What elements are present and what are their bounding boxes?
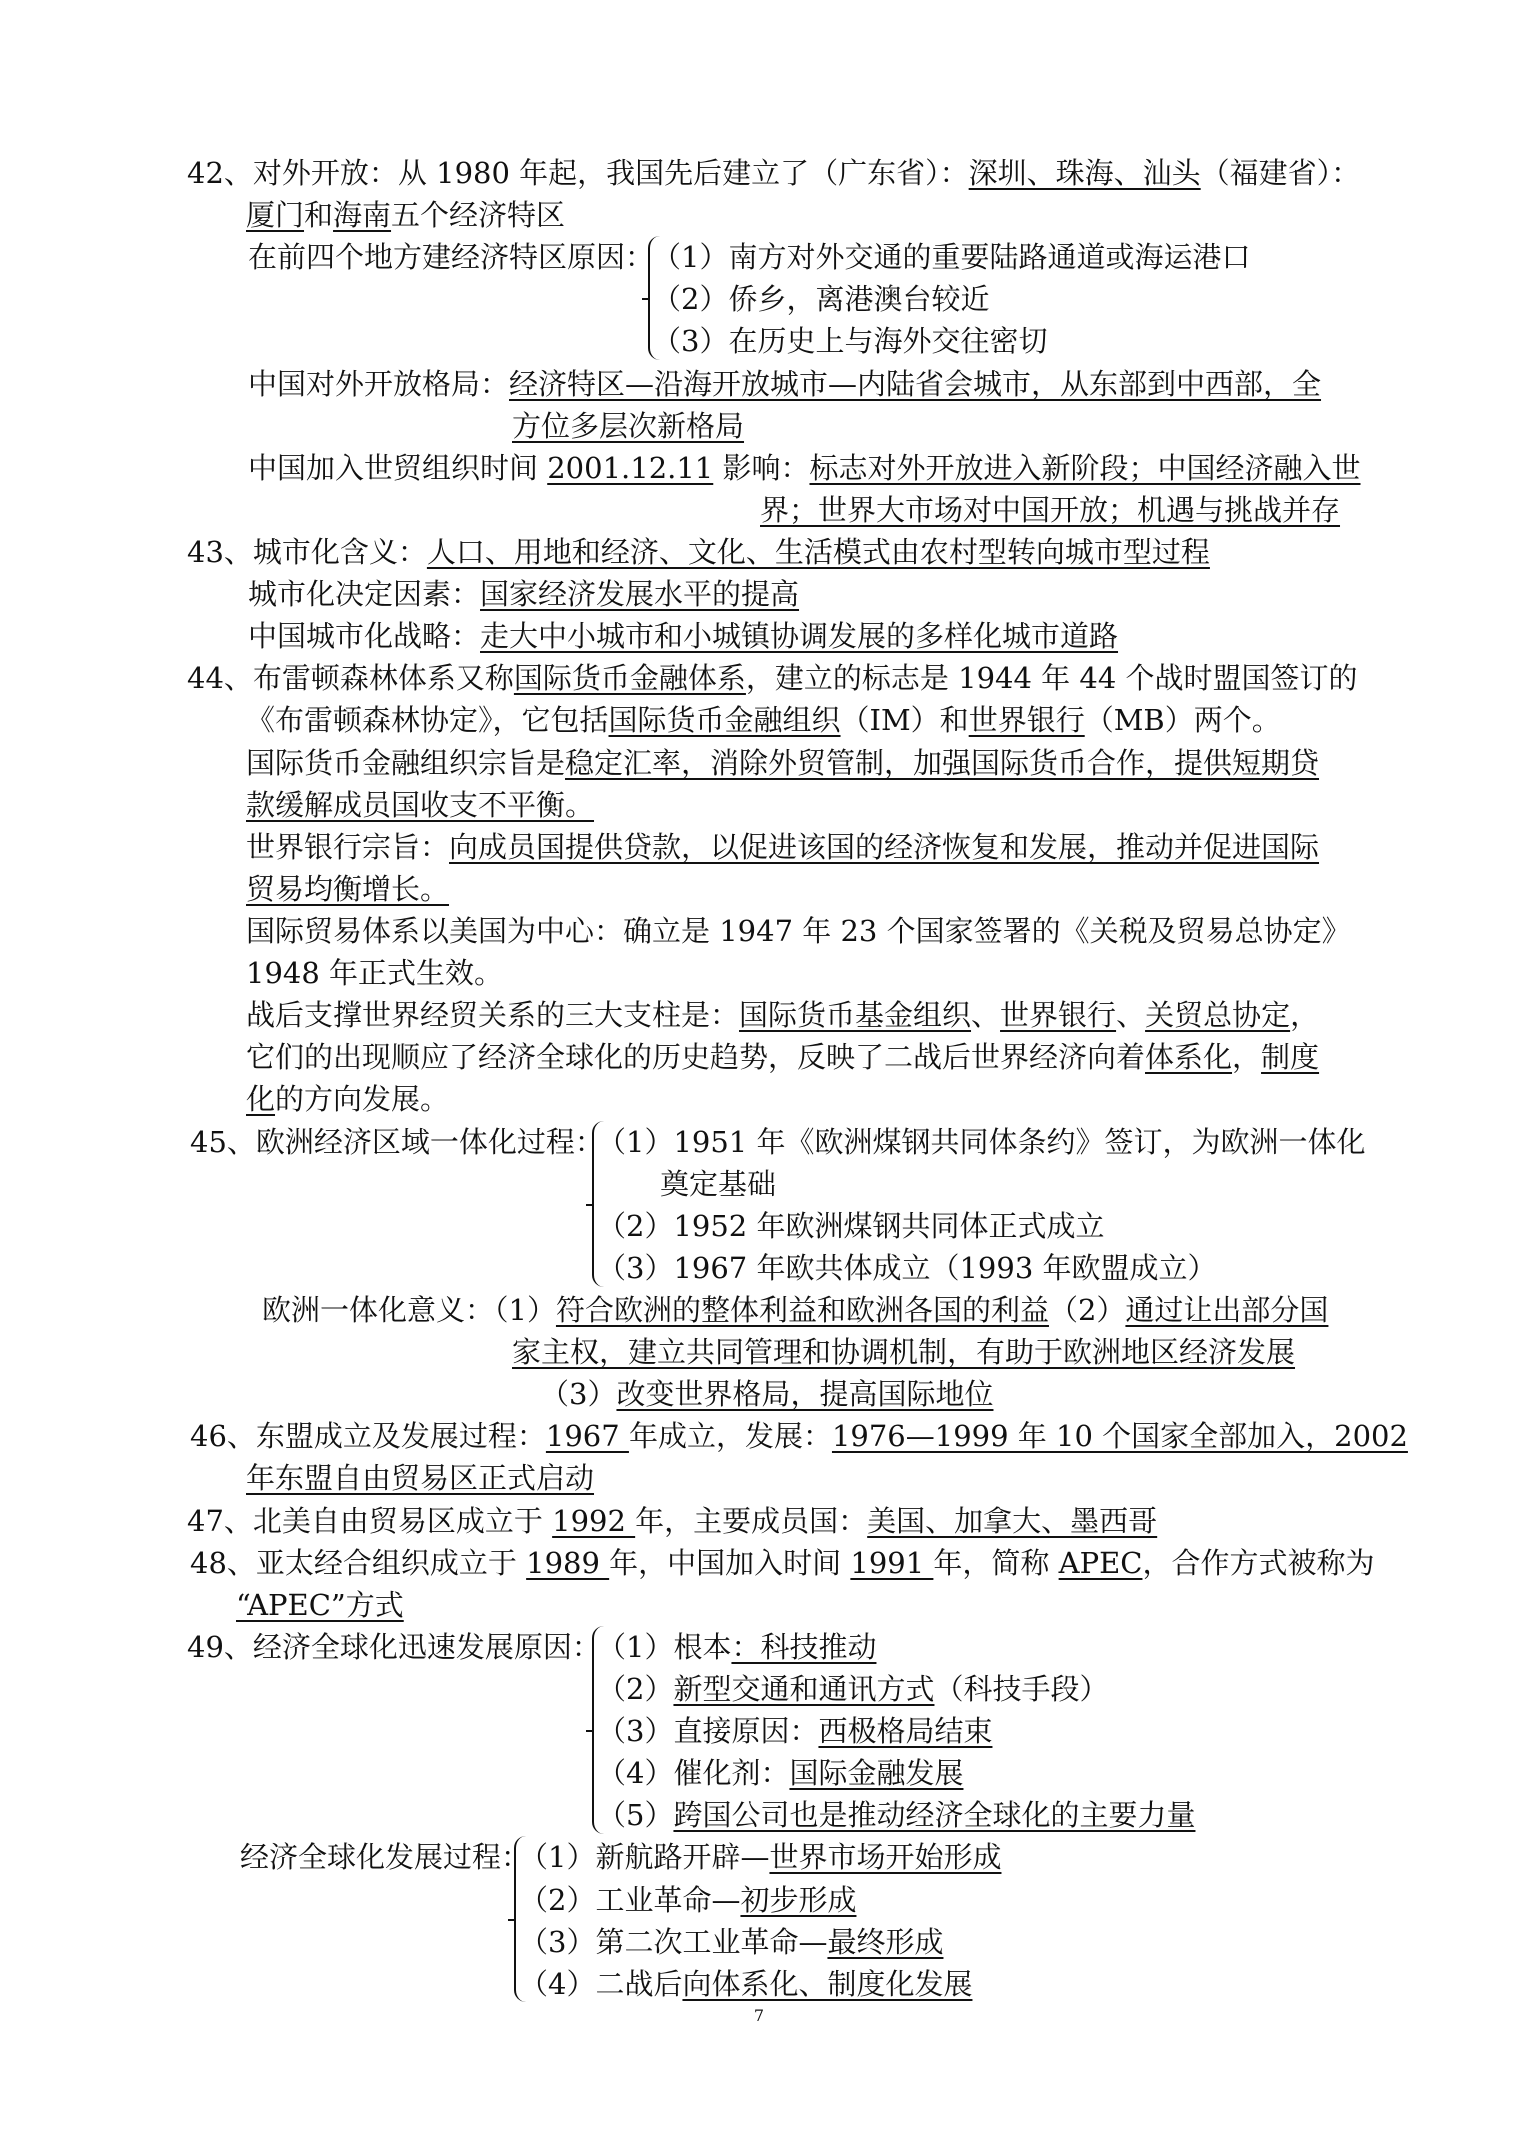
text-segment: （科技手段） [934,1672,1109,1706]
page-number: 7 [753,2006,765,2025]
text-line [190,1545,1374,1581]
text-segment: 欧洲一体化意义：（1） [262,1293,556,1327]
text-line [246,997,1319,1033]
text-segment: 49、经济全球化迅速发展原因： [187,1630,601,1664]
text-segment: 44、布雷顿森林体系又称 [187,661,514,695]
text-line [248,618,1118,654]
underlined-text: 向体系化、制度化发展 [682,1967,973,2001]
text-line [240,1839,530,1875]
underlined-text: 最终形成 [827,1925,944,1959]
text-line [248,576,799,612]
underlined-text: APEC [1058,1546,1143,1580]
underlined-text: 国际货币金融组织 [608,703,841,737]
text-segment: 战后支撑世界经贸关系的三大支柱是： [246,998,740,1032]
text-segment: （1）南方对外交通的重要陆路通道或海运港口 [652,240,1251,274]
underlined-text: 人口、用地和经济、文化、生活模式由农村型转向城市型过程 [426,535,1210,569]
text-line [652,323,1047,359]
text-line [597,1671,1108,1707]
underlined-text: 制度 [1261,1040,1320,1074]
text-segment: ， [1290,998,1320,1032]
text-segment: 47、北美自由贸易区成立于 [187,1504,553,1538]
underlined-text: 1991 [850,1546,934,1580]
text-line [187,660,1358,696]
text-segment: 48、亚太经合组织成立于 [190,1546,527,1580]
underlined-text: 经济特区—沿海开放城市—内陆省会城市，从东部到中西部，全 [509,367,1322,401]
text-segment: 经济全球化发展过程： [240,1840,531,1874]
underlined-text: ：科技推动 [731,1630,877,1664]
text-segment: 国际贸易体系以美国为中心：确立是 1947 年 23 个国家签署的《关税及贸易总协定》 [246,914,1351,948]
text-line [512,1334,1295,1370]
text-segment: ，合作方式被称为 [1142,1546,1375,1580]
underlined-text: 国际金融发展 [789,1756,964,1790]
text-segment: 在前四个地方建经济特区原因： [248,240,655,274]
underlined-text: 1967 [545,1419,629,1453]
underlined-text: 界；世界大市场对中国开放；机遇与挑战并存 [760,493,1341,527]
text-segment: 中国对外开放格局： [248,367,510,401]
text-segment: 五个经济特区 [391,198,566,232]
underlined-text: 改变世界格局，提高国际地位 [616,1377,994,1411]
underlined-text: 世界银行 [1000,998,1117,1032]
text-line [246,955,503,991]
text-line [246,913,1351,949]
underlined-text: 家主权，建立共同管理和协调机制，有助于欧洲地区经济发展 [512,1335,1296,1369]
text-line [246,702,1281,738]
underlined-text: 向成员国提供贷款，以促进该国的经济恢复和发展，推动并促进国际 [449,830,1320,864]
underlined-text: 化 [246,1082,276,1116]
text-segment: （4）催化剂： [597,1756,790,1790]
text-segment: （1）1951 年《欧洲煤钢共同体条约》签订，为欧洲一体化 [597,1125,1366,1159]
underlined-text: 体系化 [1145,1040,1233,1074]
text-line [246,1460,594,1496]
text-segment: （1）根本 [597,1630,732,1664]
underlined-text: 1992 [552,1504,636,1538]
text-segment: （2）1952 年欧洲煤钢共同体正式成立 [597,1209,1105,1243]
text-segment: 42、对外开放：从 1980 年起，我国先后建立了（广东省）： [187,156,969,190]
text-segment: 奠定基础 [660,1167,777,1201]
text-segment: 中国城市化战略： [248,619,481,653]
text-line [190,1418,1408,1454]
text-segment: （3）直接原因： [597,1714,819,1748]
text-line [187,155,1360,191]
text-line [248,366,1321,402]
text-segment: （MB）两个。 [1084,703,1281,737]
text-segment: （2）侨乡，离港澳台较近 [652,282,990,316]
text-line [597,1797,1195,1833]
underlined-text: 初步形成 [740,1883,857,1917]
underlined-text: 国际货币基金组织 [739,998,972,1032]
text-line [246,871,449,907]
underlined-text: 西极格局结束 [818,1714,993,1748]
text-segment: 影响： [713,451,810,485]
underlined-text: 关贸总协定 [1145,998,1291,1032]
text-line [248,239,654,275]
text-segment: （3） [540,1377,617,1411]
text-line [519,1966,972,2002]
text-segment: （1）新航路开辟— [519,1840,770,1874]
underlined-text: 稳定汇率，消除外贸管制，加强国际货币合作，提供短期贷 [565,746,1320,780]
text-segment: （5） [597,1798,674,1832]
underlined-text: 深圳、珠海、汕头 [968,156,1201,190]
text-segment: 年，主要成员国： [635,1504,868,1538]
text-segment: 它们的出现顺应了经济全球化的历史趋势，反映了二战后世界经济向着 [246,1040,1146,1074]
text-line [652,281,989,317]
text-line [540,1376,993,1412]
text-segment: （2） [1048,1293,1126,1327]
text-segment: （3）1967 年欧共体成立（1993 年欧盟成立） [597,1251,1217,1285]
text-segment: 45、欧洲经济区域一体化过程： [190,1125,604,1159]
underlined-text: 2001.12.11 [547,451,714,485]
text-segment: 、 [1116,998,1146,1032]
text-line [190,1124,604,1160]
text-line [519,1924,943,1960]
text-line [519,1839,1001,1875]
underlined-text: 国家经济发展水平的提高 [480,577,800,611]
underlined-text: 1989 [526,1546,610,1580]
text-line [262,1292,1328,1328]
text-segment: 43、城市化含义： [187,535,427,569]
text-line [660,1166,776,1202]
text-line [187,1503,1157,1539]
underlined-text: 跨国公司也是推动经济全球化的主要力量 [673,1798,1196,1832]
text-line [597,1755,963,1791]
underlined-text: 世界银行 [968,703,1085,737]
text-segment: ，建立的标志是 1944 年 44 个战时盟国签订的 [745,661,1358,695]
text-segment: 年，简称 [933,1546,1059,1580]
text-segment: 的方向发展。 [275,1082,450,1116]
text-line [246,829,1319,865]
text-segment: 《布雷顿森林协定》，它包括 [246,703,609,737]
text-line [597,1250,1217,1286]
text-segment: 年成立，发展： [628,1419,832,1453]
text-segment: （福建省）： [1200,156,1361,190]
underlined-text: 新型交通和通讯方式 [673,1672,935,1706]
text-line [246,197,565,233]
text-line [248,450,1361,486]
text-segment: （4）二战后 [519,1967,683,2001]
text-line [246,1039,1319,1075]
underlined-text: 美国、加拿大、墨西哥 [867,1504,1158,1538]
text-segment: （IM）和 [840,703,969,737]
underlined-text: 国际货币金融体系 [513,661,746,695]
text-line [597,1208,1104,1244]
text-segment: （3）在历史上与海外交往密切 [652,324,1048,358]
text-line [187,534,1210,570]
underlined-text: 年东盟自由贸易区正式启动 [246,1461,595,1495]
underlined-text: 符合欧洲的整体利益和欧洲各国的利益 [555,1293,1049,1327]
text-segment: 46、东盟成立及发展过程： [190,1419,546,1453]
underlined-text: 世界市场开始形成 [769,1840,1002,1874]
text-line [246,787,594,823]
text-segment: （2） [597,1672,674,1706]
text-line [512,408,744,444]
text-line [597,1713,992,1749]
underlined-text: 通过让出部分国 [1125,1293,1329,1327]
underlined-text: 厦门 [246,198,305,232]
text-segment: 国际货币金融组织宗旨是 [246,746,566,780]
underlined-text: 标志对外开放进入新阶段；中国经济融入世 [809,451,1361,485]
underlined-text: 海南 [333,198,392,232]
underlined-text: “APEC”方式 [236,1588,404,1622]
text-line [246,1081,449,1117]
text-segment: 世界银行宗旨： [246,830,450,864]
text-line [760,492,1340,528]
underlined-text: 款缓解成员国收支不平衡。 [246,788,595,822]
text-line [187,1629,601,1665]
text-segment: ， [1232,1040,1262,1074]
text-segment: 城市化决定因素： [248,577,481,611]
text-segment: 、 [971,998,1001,1032]
text-segment: （3）第二次工业革命— [519,1925,828,1959]
text-segment: 中国加入世贸组织时间 [248,451,548,485]
underlined-text: 1976—1999 年 10 个国家全部加入，2002 [831,1419,1408,1453]
text-line [236,1587,404,1623]
underlined-text: 方位多层次新格局 [512,409,745,443]
text-segment: 和 [304,198,334,232]
underlined-text: 走大中小城市和小城镇协调发展的多样化城市道路 [480,619,1119,653]
text-line [597,1629,876,1665]
underlined-text: 贸易均衡增长。 [246,872,450,906]
text-line [246,745,1319,781]
text-line [597,1124,1365,1160]
text-segment: 年，中国加入时间 [609,1546,851,1580]
text-line [519,1882,856,1918]
text-segment: （2）工业革命— [519,1883,741,1917]
text-line [652,239,1250,275]
text-segment: 1948 年正式生效。 [246,956,504,990]
